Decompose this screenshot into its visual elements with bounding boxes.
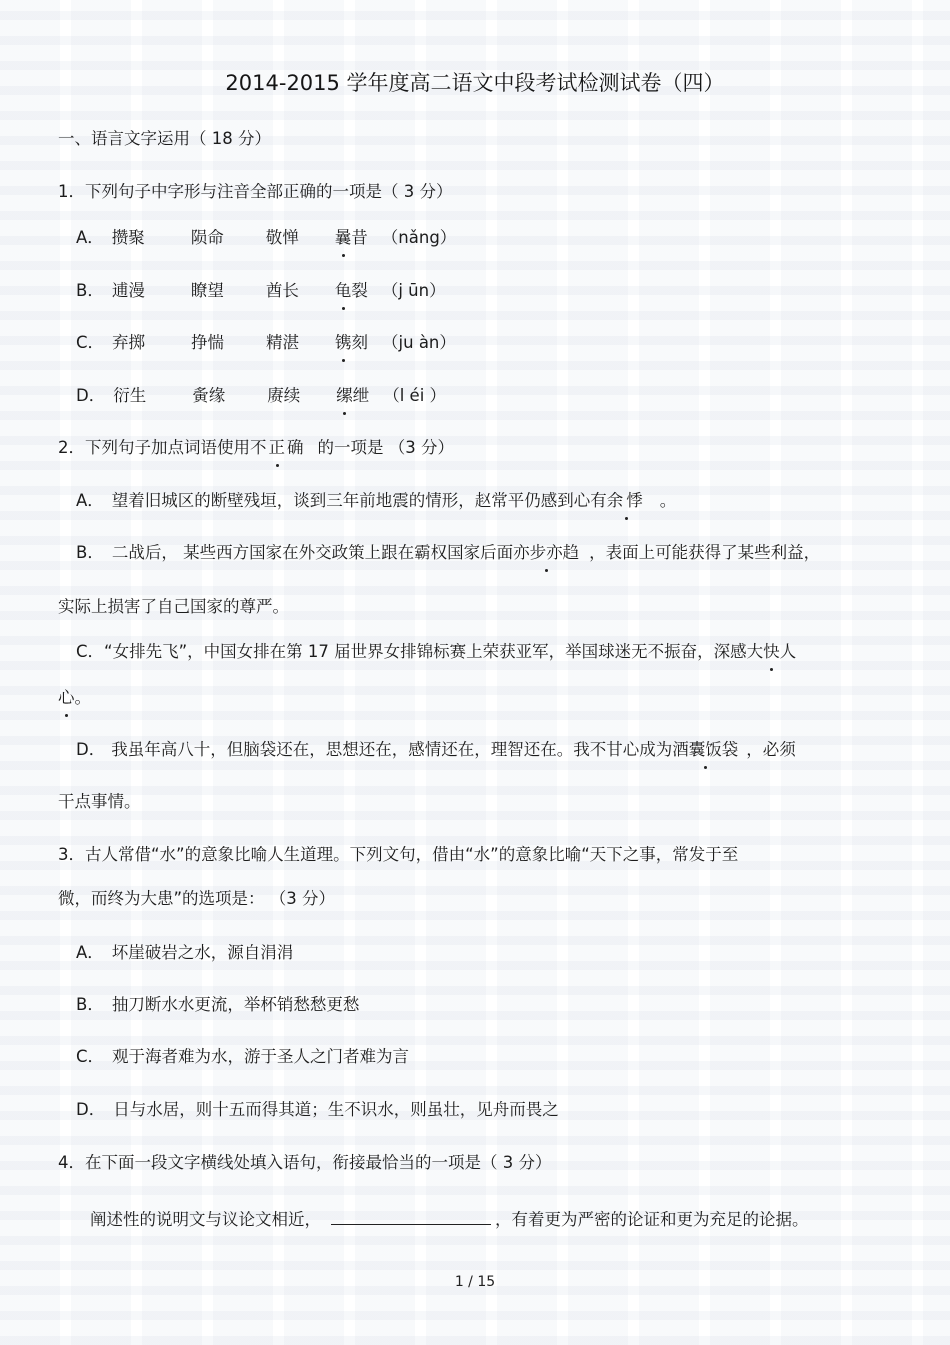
dotted-char: 心 [58, 686, 75, 710]
option-label: C． [76, 642, 105, 661]
word-3: 敬惮 [265, 228, 299, 247]
q3-stem-line1: 3．古人常借“水”的意象比喻人生道理。下列文句，借由“水”的意象比喻“天下之事，常发于至 [58, 845, 739, 864]
option-label: D． [76, 740, 106, 759]
q2-option-c-continued [58, 686, 91, 710]
dotted-char: 龟 [335, 279, 352, 303]
pinyin: （nǎng） [381, 228, 457, 247]
pinyin: （l éi ） [383, 386, 447, 405]
q2-stem [58, 436, 454, 460]
q2-option-d [76, 738, 796, 762]
dotted-char: 曩 [335, 226, 352, 250]
word-4-rest: 裂 [351, 281, 368, 300]
option-text-end: ，表面上可能获得了某些利益， [589, 543, 821, 562]
dotted-char: 缧 [336, 384, 353, 408]
q4-stem: 4．在下面一段文字横线处填入语句，衔接最恰当的一项是（ 3 分） [58, 1153, 552, 1172]
option-label: D． [76, 386, 106, 405]
option-label: C． [76, 333, 105, 352]
q2-stem-text-end: 的一项是 （3 分） [317, 438, 454, 457]
q1-option-b [76, 279, 446, 303]
option-text: 抽刀断水水更流，举杯销愁愁更愁 [111, 995, 360, 1014]
word-1: 攒聚 [111, 228, 145, 247]
q2-option-b [76, 541, 820, 565]
q2-option-b-continued: 实际上损害了自己国家的尊严。 [58, 597, 289, 616]
passage-text-end: ，有着更为严密的论证和更为充足的论据。 [495, 1210, 809, 1229]
word-3: 精湛 [266, 333, 300, 352]
word-2: 挣惴 [191, 333, 225, 352]
q1-option-d [76, 384, 446, 408]
q3-option-b [76, 993, 359, 1017]
word-1: 弃掷 [112, 333, 146, 352]
pinyin: （j ūn） [381, 281, 446, 300]
section-heading: 一、语言文字运用（ 18 分） [58, 129, 271, 148]
option-label: D． [76, 1100, 106, 1119]
page-number: 1 / 15 [454, 1274, 496, 1290]
option-text: 望着旧城区的断壁残垣，谈到三年前地震的情形，赵常平仍感到心有 [111, 491, 607, 510]
answer-blank[interactable] [331, 1204, 491, 1225]
option-text: 观于海者难为水，游于圣人之门者难为言 [112, 1047, 410, 1066]
word-4-rest: 昔 [351, 228, 368, 247]
q3-option-d [76, 1098, 559, 1122]
word-3: 酋长 [265, 281, 299, 300]
word-4-rest: 刻 [351, 333, 369, 352]
option-text-end: 。 [659, 491, 677, 510]
dotted-char: 镌 [335, 331, 352, 355]
q2-option-a [76, 489, 676, 513]
word-2: 瞭望 [190, 281, 224, 300]
option-text: 坏崖破岩之水，源自涓涓 [111, 943, 294, 962]
dotted-phrase: 余悸 [607, 489, 646, 513]
q1-stem: 1．下列句子中字形与注音全部正确的一项是（ 3 分） [58, 182, 453, 201]
option-label: C． [76, 1047, 105, 1066]
option-label: A． [76, 491, 104, 510]
option-label: B． [76, 995, 104, 1014]
q3-option-a [76, 941, 293, 965]
option-label: B． [76, 281, 104, 300]
q2-option-c [76, 640, 796, 664]
word-2: 夤缘 [192, 386, 226, 405]
option-label: B． [76, 543, 104, 562]
option-text: 我虽年高八十，但脑袋还在，思想还在，感情还在，理智还在。我不甘心成为 [111, 740, 673, 759]
word-1: 逋漫 [111, 281, 145, 300]
dotted-phrase: 酒囊饭袋 [672, 738, 738, 762]
q3-stem-line2: 微，而终为大患”的选项是： （3 分） [58, 889, 336, 908]
option-text: 日与水居，则十五而得其道；生不识水，则虽壮，见舟而畏之 [113, 1100, 559, 1119]
option-text: 二战后， 某些西方国家在外交政策上跟在霸权国家后面 [111, 543, 514, 562]
option-text: “女排先飞”，中国女排在第 17 届世界女排锦标赛上荣获亚军，举国球迷无不振奋，深感 [104, 642, 747, 661]
dotted-phrase: 亦步亦趋 [513, 541, 579, 565]
dotted-phrase: 不正确 [250, 436, 306, 460]
option-label: A． [76, 228, 104, 247]
q1-option-c [76, 331, 456, 355]
option-text-end: ，必须 [746, 740, 796, 759]
word-3: 赓续 [267, 386, 301, 405]
pinyin: （ju àn） [382, 333, 456, 352]
page-title: 2014-2015 学年度高二语文中段考试检测试卷（四） [225, 71, 725, 95]
word-2: 陨命 [190, 228, 224, 247]
q1-option-a [76, 226, 456, 250]
option-label: A． [76, 943, 104, 962]
option-text-end: 。 [74, 688, 91, 707]
dotted-phrase: 大快人 [747, 640, 797, 664]
word-1: 衍生 [113, 386, 147, 405]
q3-option-c [76, 1045, 409, 1069]
q2-stem-text: 2．下列句子加点词语使用 [58, 438, 250, 457]
word-4-rest: 绁 [352, 386, 370, 405]
passage-text: 阐述性的说明文与议论文相近， [90, 1210, 321, 1229]
q2-option-d-continued: 干点事情。 [58, 792, 141, 811]
q4-passage [90, 1204, 809, 1232]
